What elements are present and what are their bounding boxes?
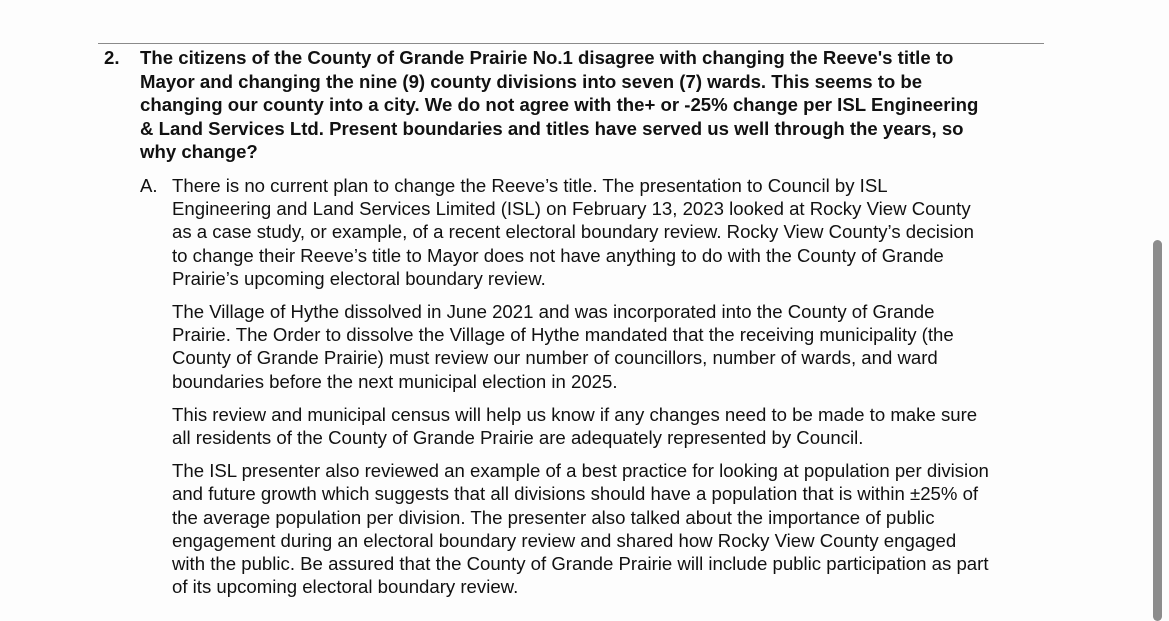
- answer-paragraph: [172, 300, 1070, 393]
- answer-line: of its upcoming electoral boundary review.: [172, 576, 519, 598]
- answer-line: to change their Reeve’s title to Mayor does not have anything to do with the County of Grande: [172, 244, 944, 266]
- answer-paragraph: [172, 403, 1070, 449]
- answer-line: This review and municipal census will help us know if any changes need to be made to make sure: [172, 403, 978, 425]
- answer-line: Engineering and Land Services Limited (ISL) on February 13, 2023 looked at Rocky View County: [172, 198, 971, 220]
- question-line: & Land Services Ltd. Present boundaries and titles have served us well through the years, so: [140, 117, 964, 139]
- answer-paragraph: [172, 459, 1070, 598]
- answer-line: with the public. Be assured that the County of Grande Prairie will include public participation as part: [172, 553, 989, 575]
- answer-line: The Village of Hythe dissolved in June 2021 and was incorporated into the County of Grande: [172, 301, 935, 323]
- answer-line: Prairie. The Order to dissolve the Village of Hythe mandated that the receiving municipality (the: [172, 324, 954, 346]
- answer-line: engagement during an electoral boundary review and shared how Rocky View County engaged: [172, 529, 957, 551]
- answer-item: [140, 174, 1070, 608]
- answer-line: as a case study, or example, of a recent electoral boundary review. Rocky View County’s decision: [172, 221, 975, 243]
- question-number: 2.: [104, 47, 120, 68]
- answer-line: boundaries before the next municipal election in 2025.: [172, 370, 618, 392]
- answer-line: Prairie’s upcoming electoral boundary review.: [172, 267, 546, 289]
- answer-line: The ISL presenter also reviewed an example of a best practice for looking at population per division: [172, 460, 989, 482]
- question-line: Mayor and changing the nine (9) county divisions into seven (7) wards. This seems to be: [140, 70, 923, 92]
- question-line: why change?: [140, 141, 258, 163]
- answer-letter: A.: [140, 175, 158, 196]
- section-divider: [98, 43, 1044, 44]
- answer-line: There is no current plan to change the Reeve’s title. The presentation to Council by ISL: [172, 175, 888, 196]
- question-text: [140, 46, 1064, 164]
- question-item: [104, 46, 1064, 164]
- answer-line: all residents of the County of Grande Prairie are adequately represented by Council.: [172, 427, 864, 449]
- answer-body: [172, 174, 1070, 598]
- answer-line: the average population per division. The presenter also talked about the importance of public: [172, 506, 935, 528]
- scrollbar-thumb[interactable]: [1153, 240, 1162, 621]
- answer-paragraph: [172, 174, 1070, 290]
- answer-line: and future growth which suggests that all divisions should have a population that is within ±25% of: [172, 483, 979, 505]
- question-line: The citizens of the County of Grande Prairie No.1 disagree with changing the Reeve's title to: [140, 47, 954, 68]
- answer-line: County of Grande Prairie) must review our number of councillors, number of wards, and ward: [172, 347, 938, 369]
- question-line: changing our county into a city. We do not agree with the+ or -25% change per ISL Engineering: [140, 94, 979, 116]
